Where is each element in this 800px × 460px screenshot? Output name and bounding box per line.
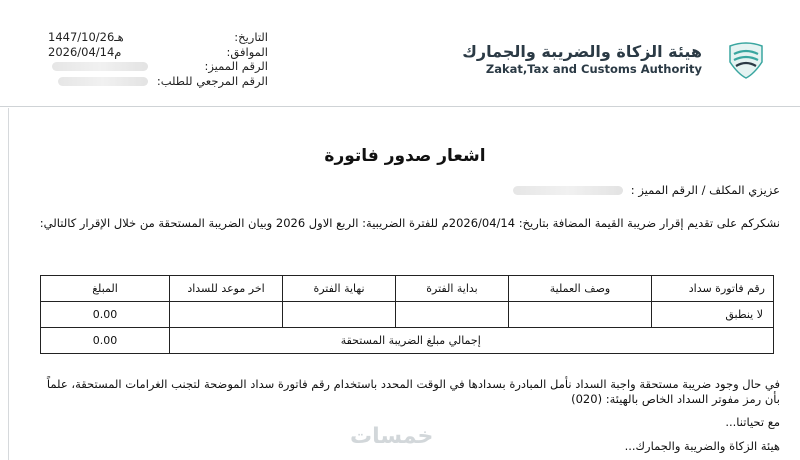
authority-logo [462, 38, 782, 78]
document-header [0, 0, 800, 107]
invoice-number-cell: لا ينطبق [652, 302, 774, 328]
page-title: اشعار صدور فاتورة [324, 146, 486, 166]
authority-name-ar: هيئة الزكاة والضريبة والجمارك [462, 42, 702, 61]
total-spacer-cell [652, 328, 774, 354]
col-amount: المبلغ [41, 276, 170, 302]
reference-label: الرقم المرجعي للطلب: [156, 73, 268, 88]
col-invoice-number: رقم فاتورة سداد [652, 276, 774, 302]
col-period-end: نهاية الفترة [283, 276, 396, 302]
zatca-logo-icon [724, 40, 768, 80]
addressee-redacted [513, 186, 623, 195]
total-label-cell: إجمالي مبلغ الضريبة المستحقة [170, 328, 652, 354]
date-value: 1447/10/26هـ [48, 30, 124, 44]
authority-name-en: Zakat,Tax and Customs Authority [485, 62, 702, 76]
date-label: التاريخ: [234, 30, 268, 44]
period-end-cell [283, 302, 396, 328]
col-operation-description: وصف العملية [509, 276, 652, 302]
meta-values [48, 30, 148, 88]
distinct-number-redacted [48, 59, 148, 74]
reference-number-redacted [48, 74, 148, 89]
deadline-cell [170, 302, 283, 328]
addressee-label: عزيزي المكلف / الرقم المميز : [630, 183, 780, 197]
table-header-row [41, 276, 774, 302]
table-row [41, 302, 774, 328]
col-period-start: بداية الفترة [396, 276, 509, 302]
distinct-number-label: الرقم المميز: [204, 59, 268, 73]
corresponding-label: الموافق: [226, 44, 268, 59]
corresponding-value: 2026/04/14م [48, 44, 122, 59]
description-cell [509, 302, 652, 328]
table-total-row [41, 328, 774, 354]
invoice-table [40, 275, 774, 354]
total-amount-cell: 0.00 [41, 328, 170, 354]
payment-notice: في حال وجود ضريبة مستحقة واجبة السداد نأمل المبادرة بسدادها في الوقت المحدد باستخدام رقم فاتورة سداد الموضحة لتجنب الغرامات المستحقة، علماً بأن رمز مفوتر السداد الخاص بالهيئة: (020) [46, 377, 780, 406]
addressee-line [513, 183, 780, 197]
period-start-cell [396, 302, 509, 328]
intro-paragraph: نشكركم على تقديم إقرار ضريبة القيمة المضافة بتاريخ: 2026/04/14م للفترة الضريبية: الربع الاول 2026 وبيان الضريبة المستحقة من خلال الإقرار كالتالي: [39, 216, 780, 230]
document-border [8, 108, 9, 460]
amount-cell: 0.00 [41, 302, 170, 328]
signature-line: هيئة الزكاة والضريبة والجمارك... [624, 439, 780, 453]
regards-line: مع تحياتنا... [725, 415, 780, 429]
watermark: خمسات [350, 424, 434, 449]
col-payment-deadline: اخر موعد للسداد [170, 276, 283, 302]
header-divider [0, 106, 800, 107]
